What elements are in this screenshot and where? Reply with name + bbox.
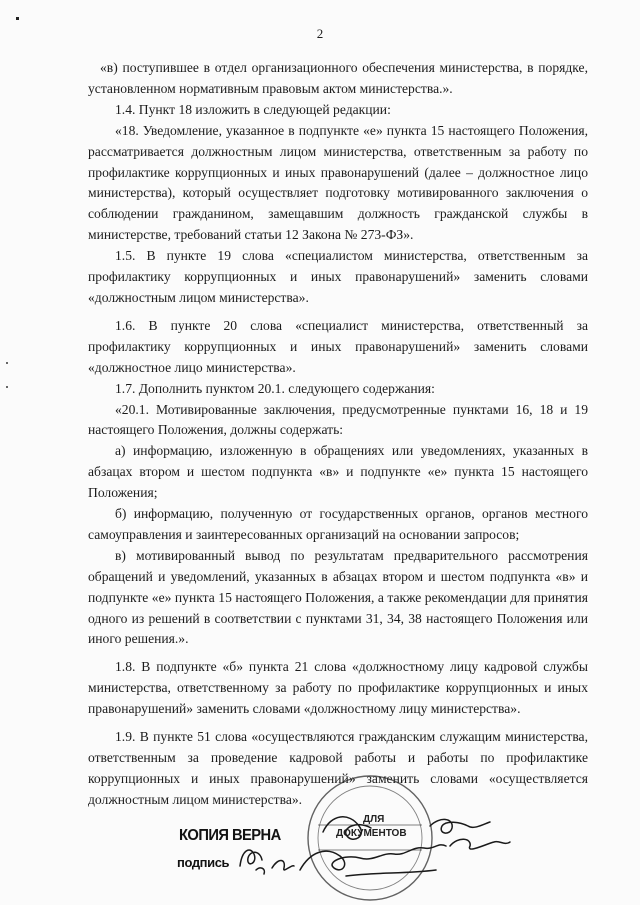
paragraph: 1.4. Пункт 18 изложить в следующей редакции:: [115, 101, 391, 117]
paragraph: «в) поступившее в отдел организационного обеспечения министерства, в порядке, установленном нормативным правовым актом министерства.».: [88, 60, 588, 96]
paragraph: 1.8. В подпункте «б» пункта 21 слова «должностному лицу кадровой службы министерства, ответственному за работу по профилактике коррупционных и иных правонарушений» заменить словами «должностному лицу министерства».: [88, 659, 588, 717]
round-stamp: [308, 776, 432, 900]
paragraph: 1.6. В пункте 20 слова «специалист министерства, ответственный за профилактику коррупционных и иных правонарушений» заменить словами «должностное лицо министерства».: [88, 317, 588, 375]
paragraph: 1.5. В пункте 19 слова «специалистом министерства, ответственным за профилактику коррупционных и иных правонарушений» заменить словами «должностным лицом министерства».: [88, 248, 588, 305]
stamp-text-middle: ДОКУМЕНТОВ: [336, 828, 407, 839]
paragraph: 1.7. Дополнить пунктом 20.1. следующего содержания:: [115, 380, 435, 396]
paragraph: б) информацию, полученную от государственных органов, органов местного самоуправления и заинтересованных организаций на основании запросов;: [88, 506, 588, 542]
stamp-text-top: ДЛЯ: [363, 814, 385, 825]
signature-label: подпись: [177, 855, 230, 870]
page-number: 2: [316, 26, 324, 41]
paragraph: в) мотивированный вывод по результатам предварительного рассмотрения обращений и уведомлений, указанных в абзацах втором и шестом подпункта «в» и подпункте «е» пункта 15 настоящего Положения, а также рекомендации для принятия одного из решений в соответствии с пунктами 31, 34, 38 настоящего Положения или иного решения.».: [88, 547, 588, 647]
copy-certified-label: КОПИЯ ВЕРНА: [179, 827, 281, 844]
handwritten-signature: [240, 817, 510, 876]
paragraph: «18. Уведомление, указанное в подпункте «е» пункта 15 настоящего Положения, рассматривается должностным лицом министерства, ответственным за работу по профилактике коррупционных и иных правонарушений (далее – должностное лицо министерства), который осуществляет подготовку мотивированного заключения о соблюдении гражданином, замещавшим должность гражданской службы в министерстве, требований статьи 12 Закона № 273-ФЗ».: [88, 122, 588, 243]
paragraph: «20.1. Мотивированные заключения, предусмотренные пунктами 16, 18 и 19 настоящего Положения, должны содержать:: [88, 401, 588, 438]
paragraph: а) информацию, изложенную в обращениях или уведомлениях, указанных в абзацах втором и шестом подпункта «в» и подпункте «е» пункта 15 настоящего Положения;: [88, 443, 588, 501]
paragraph: 1.9. В пункте 51 слова «осуществляются гражданским служащим министерства, ответственным за проведение кадровой работы и работы по профилактике коррупционных и иных правонарушений» заменить словами «осуществляется должностным лицом министерства».: [88, 729, 588, 807]
